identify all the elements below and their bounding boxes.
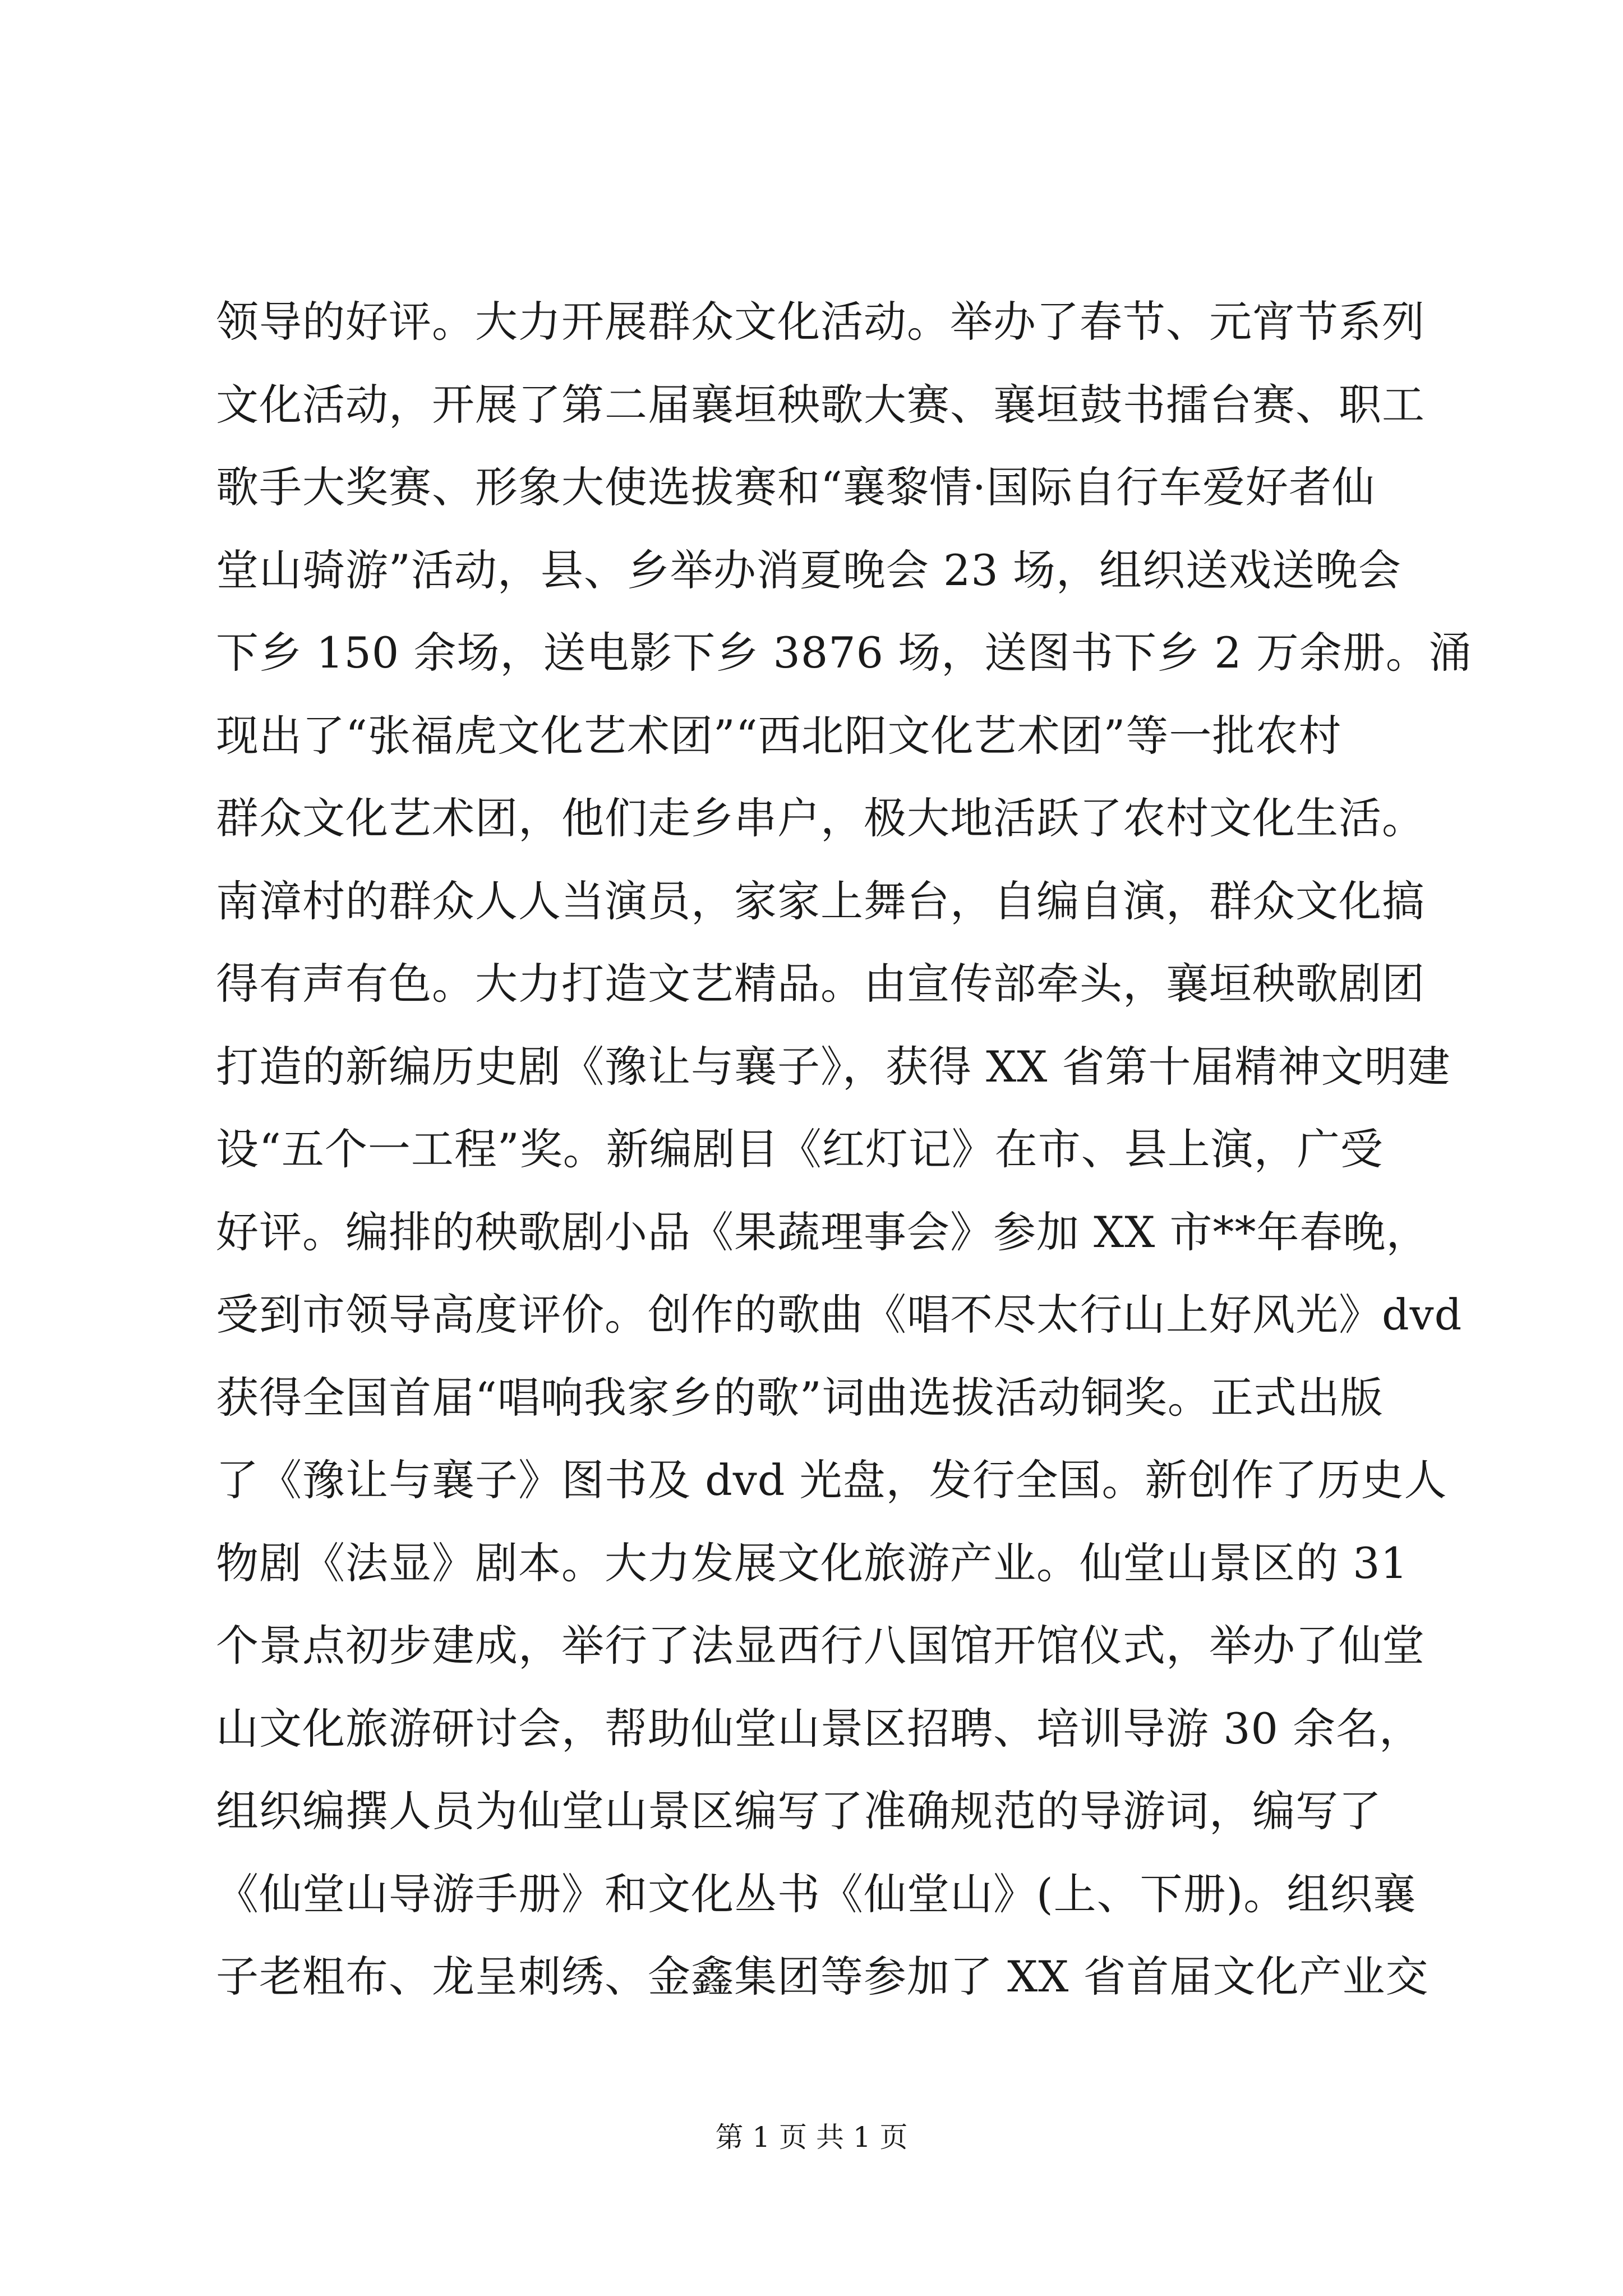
text-line: 物剧《法显》剧本。大力发展文化旅游产业。仙堂山景区的 31 bbox=[216, 1538, 1408, 1588]
text-line: 得有声有色。大力打造文艺精品。由宣传部牵头，襄垣秧歌剧团 bbox=[216, 959, 1425, 1009]
text-line: 设“五个一工程”奖。新编剧目《红灯记》在市、县上演，广受 bbox=[216, 1124, 1384, 1174]
text-line: 个景点初步建成，举行了法显西行八国馆开馆仪式，举办了仙堂 bbox=[216, 1621, 1425, 1671]
text-line: 歌手大奖赛、形象大使选拔赛和“襄黎情·国际自行车爱好者仙 bbox=[216, 462, 1376, 512]
page-footer: 第 1 页 共 1 页 bbox=[715, 2121, 908, 2154]
text-line: 山文化旅游研讨会，帮助仙堂山景区招聘、培训导游 30 余名， bbox=[216, 1703, 1423, 1754]
text-line: 获得全国首届“唱响我家乡的歌”词曲选拔活动铜奖。正式出版 bbox=[216, 1372, 1384, 1423]
text-line: 好评。编排的秧歌剧小品《果蔬理事会》参加 XX 市**年春晚， bbox=[216, 1207, 1430, 1257]
text-line: 了《豫让与襄子》图书及 dvd 光盘，发行全国。新创作了历史人 bbox=[216, 1455, 1447, 1505]
text-line: 打造的新编历史剧《豫让与襄子》，获得 XX 省第十届精神文明建 bbox=[216, 1041, 1451, 1092]
text-line: 领导的好评。大力开展群众文化活动。举办了春节、元宵节系列 bbox=[216, 297, 1425, 347]
text-line: 子老粗布、龙呈刺绣、金鑫集团等参加了 XX 省首届文化产业交 bbox=[216, 1952, 1429, 2001]
text-line: 组织编撰人员为仙堂山景区编写了准确规范的导游词，编写了 bbox=[216, 1786, 1382, 1836]
text-line: 堂山骑游”活动，县、乡举办消夏晚会 23 场，组织送戏送晚会 bbox=[216, 545, 1401, 595]
text-line: 现出了“张福虎文化艺术团”“西北阳文化艺术团”等一批农村 bbox=[216, 710, 1342, 761]
body-text bbox=[216, 280, 1472, 2018]
text-line: 《仙堂山导游手册》和文化丛书《仙堂山》(上、下册)。组织襄 bbox=[216, 1869, 1417, 1919]
text-line: 下乡 150 余场，送电影下乡 3876 场，送图书下乡 2 万余册。涌 bbox=[216, 628, 1472, 678]
text-line: 南漳村的群众人人当演员，家家上舞台，自编自演，群众文化搞 bbox=[216, 876, 1425, 926]
text-line: 受到市领导高度评价。创作的歌曲《唱不尽太行山上好风光》dvd bbox=[216, 1290, 1463, 1340]
text-line: 文化活动，开展了第二届襄垣秧歌大赛、襄垣鼓书擂台赛、职工 bbox=[216, 379, 1425, 430]
text-line: 群众文化艺术团，他们走乡串户，极大地活跃了农村文化生活。 bbox=[216, 793, 1425, 843]
